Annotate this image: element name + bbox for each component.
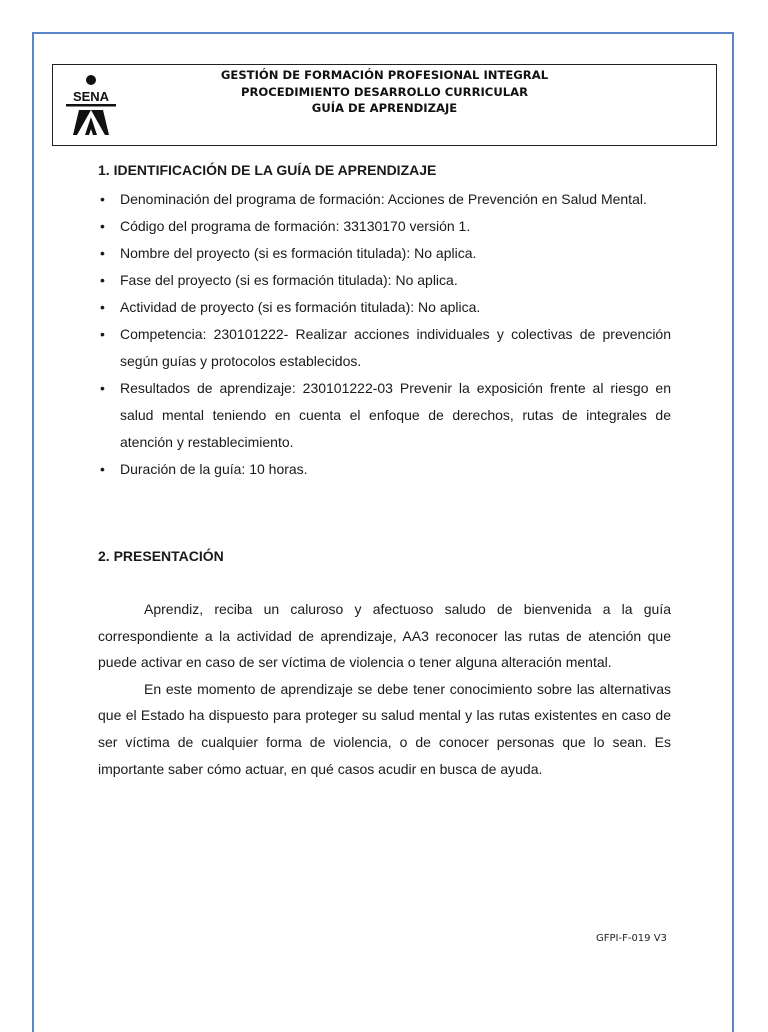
list-item: • Fase del proyecto (si es formación titulada): No aplica. bbox=[98, 267, 671, 294]
list-item: • Código del programa de formación: 33130170 versión 1. bbox=[98, 213, 671, 240]
list-item: • Competencia: 230101222- Realizar acciones individuales y colectivas de prevención según guías y protocolos establecidos. bbox=[98, 321, 671, 375]
header-line-1: GESTIÓN DE FORMACIÓN PROFESIONAL INTEGRAL bbox=[220, 68, 549, 82]
paragraph: Aprendiz, reciba un caluroso y afectuoso saludo de bienvenida a la guía correspondiente a la actividad de aprendizaje, AA3 reconocer las rutas de atención que puede activar en caso de ser víctima de violencia o tener alguna alteración mental. bbox=[98, 601, 671, 671]
header-title bbox=[53, 67, 716, 117]
list-item: • Nombre del proyecto (si es formación titulada): No aplica. bbox=[98, 240, 671, 267]
section-identificacion bbox=[98, 160, 671, 483]
header-line-3: GUÍA DE APRENDIZAJE bbox=[311, 101, 458, 115]
paragraph: En este momento de aprendizaje se debe tener conocimiento sobre las alternativas que el Estado ha dispuesto para proteger su salud mental y las rutas existentes en caso de ser víctima de cualquier forma de violencia, o de conocer personas que lo sean. Es importante saber cómo actuar, en qué casos acudir en busca de ayuda. bbox=[98, 680, 671, 777]
list-item: • Actividad de proyecto (si es formación titulada): No aplica. bbox=[98, 294, 671, 321]
section-2-title: 2. PRESENTACIÓN bbox=[98, 548, 224, 564]
header-line-2: PROCEDIMIENTO DESARROLLO CURRICULAR bbox=[240, 84, 529, 99]
document-header bbox=[52, 64, 717, 146]
presentacion-text bbox=[98, 596, 671, 782]
list-item: • Duración de la guía: 10 horas. bbox=[98, 456, 671, 483]
form-code: GFPI-F-019 V3 bbox=[596, 933, 667, 944]
logo-text: SENA bbox=[72, 89, 110, 104]
list-item: • Resultados de aprendizaje: 230101222-03 Prevenir la exposición frente al riesgo en salud mental teniendo en cuenta el enfoque de derechos, rutas de integrales de atención y restablecimiento. bbox=[98, 375, 671, 456]
list-item: • Denominación del programa de formación: Acciones de Prevención en Salud Mental. bbox=[98, 186, 671, 213]
identificacion-list bbox=[98, 186, 671, 483]
section-1-title: 1. IDENTIFICACIÓN DE LA GUÍA DE APRENDIZAJE bbox=[98, 162, 437, 178]
